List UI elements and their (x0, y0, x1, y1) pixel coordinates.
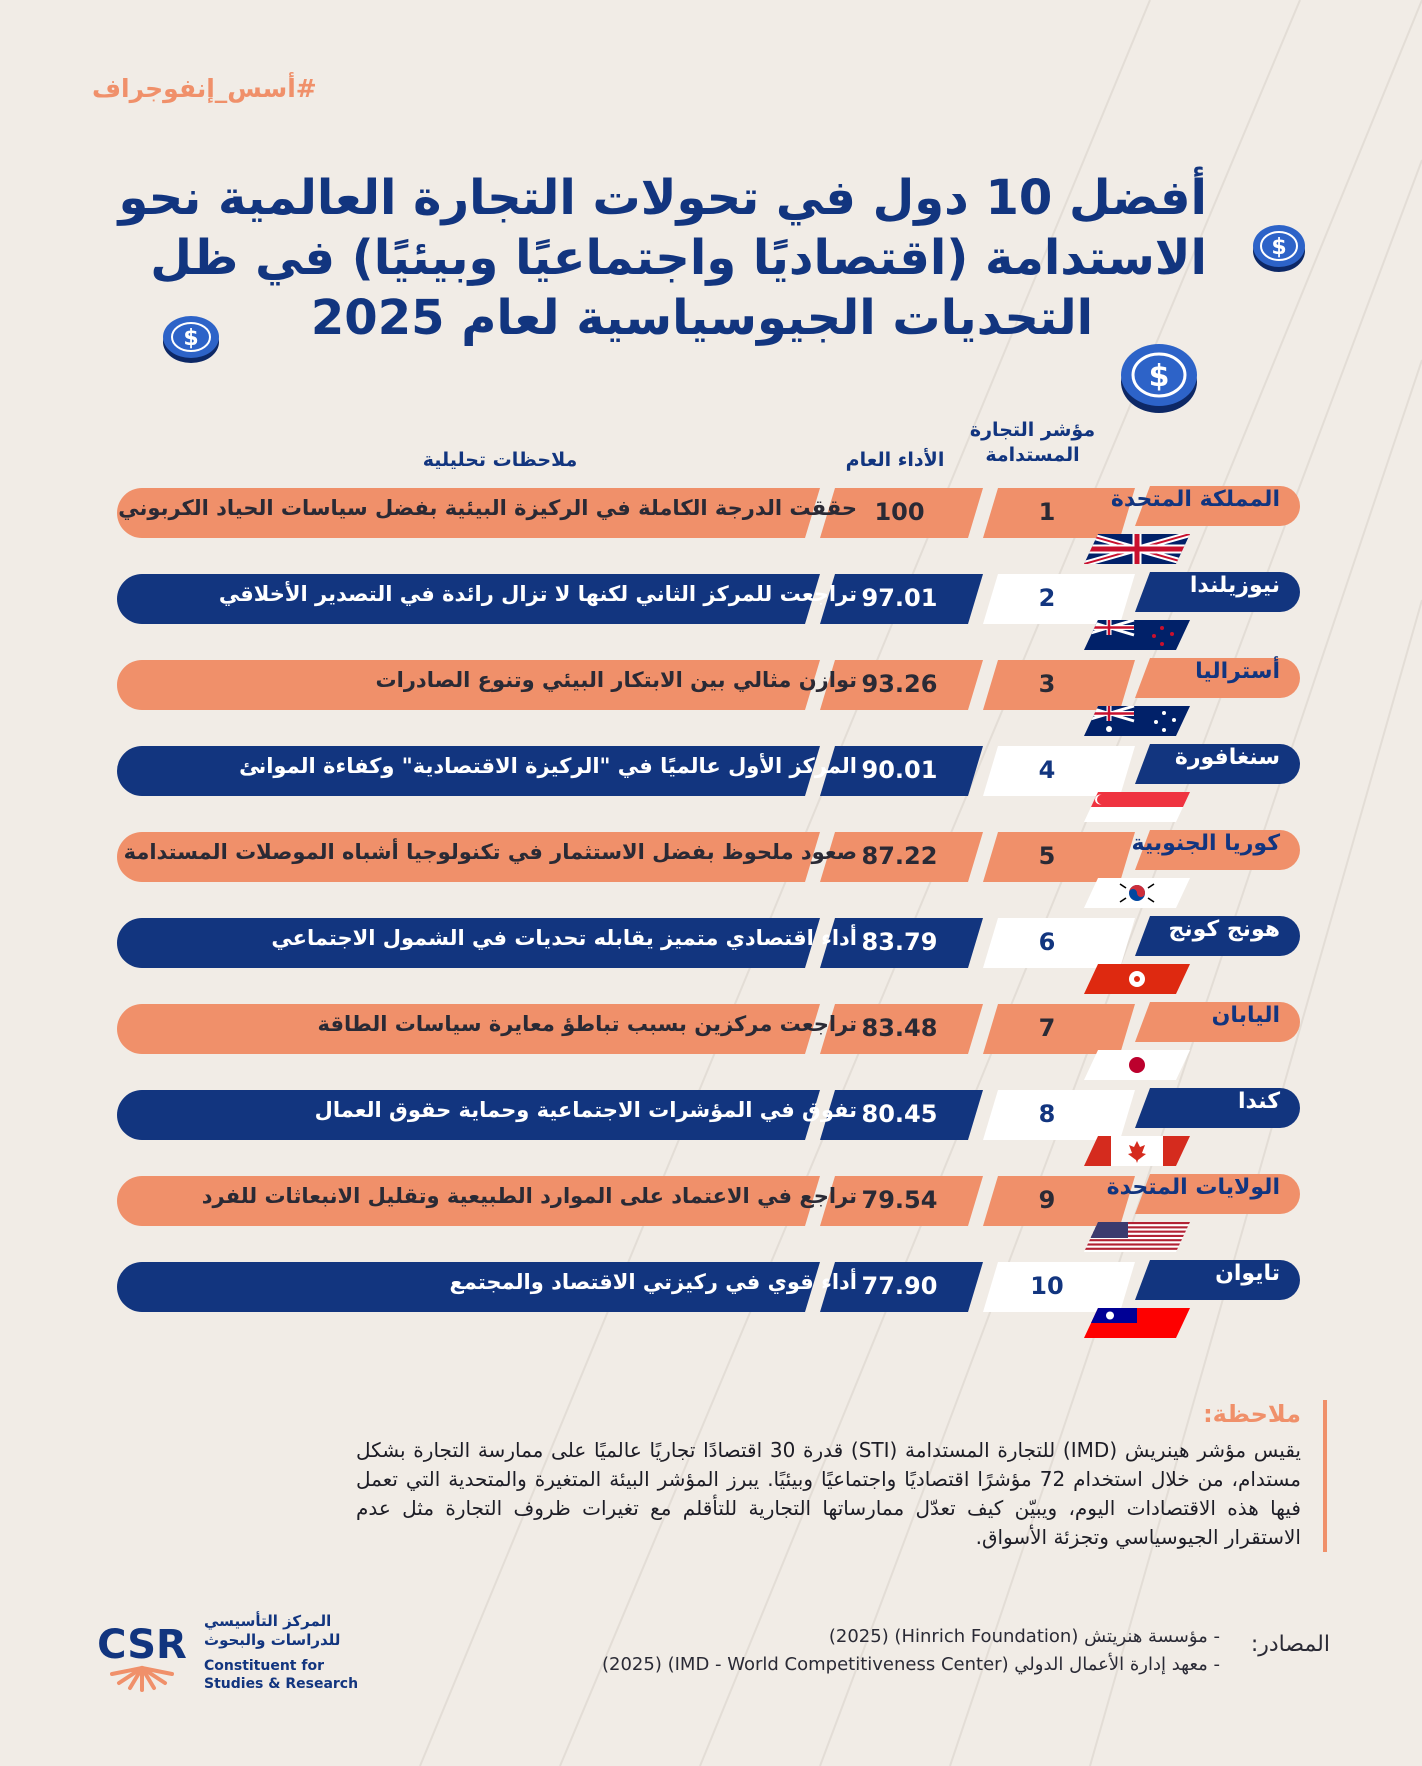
row-country: سنغافورة (1174, 745, 1280, 770)
table-row (117, 914, 1305, 972)
row-note: توازن مثالي بين الابتكار البيئي وتنوع الصادرات (375, 668, 857, 692)
row-score: 93.26 (861, 670, 938, 698)
row-score: 80.45 (861, 1100, 938, 1128)
sources-label: المصادر: (1250, 1632, 1330, 1657)
header-sustainable-trade-index (950, 418, 1115, 468)
svg-text:$: $ (183, 326, 199, 351)
logo-arabic-line2: للدراسات والبحوث (204, 1631, 341, 1649)
row-score: 79.54 (861, 1186, 938, 1214)
logo-arabic-name (204, 1612, 340, 1650)
title-line-1: أفضل 10 دول في تحولات التجارة العالمية نحو (118, 170, 1207, 226)
row-note: المركز الأول عالميًا في "الركيزة الاقتصادية" وكفاءة الموانئ (239, 754, 857, 778)
note-box (356, 1400, 1327, 1552)
row-rank: 10 (1030, 1272, 1064, 1300)
usa-flag-icon (1084, 1222, 1190, 1252)
coin-dollar-icon (1250, 222, 1308, 274)
row-country: تايوان (1215, 1261, 1280, 1286)
canada-flag-icon (1084, 1136, 1190, 1166)
csr-logo (92, 1612, 362, 1694)
row-score: 87.22 (861, 842, 938, 870)
row-rank: 5 (1038, 842, 1056, 870)
row-rank: 2 (1038, 584, 1056, 612)
row-rank: 1 (1038, 498, 1056, 526)
table-row (117, 1086, 1305, 1144)
australia-flag-icon (1084, 706, 1190, 736)
row-score: 83.79 (861, 928, 938, 956)
header-index-line2: المستدامة (985, 444, 1080, 466)
svg-text:$: $ (1148, 359, 1170, 394)
row-note: صعود ملحوظ بفضل الاستثمار في تكنولوجيا أشباه الموصلات المستدامة (123, 840, 857, 864)
svg-text:$: $ (1271, 235, 1287, 260)
row-rank: 6 (1038, 928, 1056, 956)
row-note: تفوق في المؤشرات الاجتماعية وحماية حقوق العمال (314, 1098, 857, 1122)
row-score: 90.01 (861, 756, 938, 784)
south-korea-flag-icon (1084, 878, 1190, 908)
row-score: 83.48 (861, 1014, 938, 1042)
table-row (117, 484, 1305, 542)
table-row (117, 742, 1305, 800)
coin-dollar-icon (160, 312, 222, 366)
logo-english-line2: Studies & Research (204, 1676, 359, 1692)
row-country: اليابان (1211, 1003, 1280, 1028)
row-country: أستراليا (1195, 659, 1280, 684)
note-title: ملاحظة: (1203, 1400, 1301, 1428)
logo-arabic-line1: المركز التأسيسي (204, 1612, 332, 1630)
row-country: كندا (1237, 1089, 1280, 1114)
row-rank: 3 (1038, 670, 1056, 698)
new-zealand-flag-icon (1084, 620, 1190, 650)
row-note: تراجعت للمركز الثاني لكنها لا تزال رائدة في التصدير الأخلاقي (218, 582, 857, 606)
row-country: هونج كونج (1168, 917, 1280, 942)
page-title (118, 168, 1207, 348)
row-country: الولايات المتحدة (1106, 1175, 1280, 1200)
row-note: تراجع في الاعتماد على الموارد الطبيعية وتقليل الانبعاثات للفرد (201, 1184, 857, 1208)
taiwan-flag-icon (1084, 1308, 1190, 1338)
row-country: كوريا الجنوبية (1131, 831, 1280, 856)
logo-english-name (204, 1657, 358, 1693)
row-note: حققت الدرجة الكاملة في الركيزة البيئية بفضل سياسات الحياد الكربوني (118, 496, 857, 520)
coin-dollar-icon (1117, 340, 1201, 416)
row-score: 77.90 (861, 1272, 938, 1300)
header-notes: ملاحظات تحليلية (422, 449, 578, 471)
row-rank: 9 (1038, 1186, 1056, 1214)
japan-flag-icon (1084, 1050, 1190, 1080)
row-country: نيوزيلندا (1189, 573, 1280, 598)
source-item-1: - مؤسسة هنريتش (Hinrich Foundation) (2025) (828, 1626, 1220, 1647)
title-line-3: التحديات الجيوسياسية لعام 2025 (310, 290, 1094, 346)
row-rank: 4 (1038, 756, 1056, 784)
row-note: تراجعت مركزين بسبب تباطؤ معايرة سياسات الطاقة (317, 1012, 857, 1036)
hashtag: #أسس_إنفوجراف (92, 74, 317, 103)
title-line-2: الاستدامة (اقتصاديًا واجتماعيًا وبيئيًا) في ظل (150, 230, 1207, 286)
table-row (117, 1258, 1305, 1316)
csr-logo-mark (92, 1612, 192, 1694)
table-row (117, 570, 1305, 628)
header-index-line1: مؤشر التجارة (969, 419, 1096, 441)
table-row (117, 656, 1305, 714)
source-item-2: - معهد إدارة الأعمال الدولي (IMD - World Competitiveness Center) (2025) (601, 1654, 1220, 1675)
header-overall-score: الأداء العام (845, 449, 945, 471)
csr-logo-text: CSR (97, 1622, 187, 1668)
hong-kong-flag-icon (1084, 964, 1190, 994)
row-country: المملكة المتحدة (1110, 487, 1280, 512)
row-score: 97.01 (861, 584, 938, 612)
singapore-flag-icon (1084, 792, 1190, 822)
logo-english-line1: Constituent for (204, 1658, 324, 1674)
table-row (117, 1000, 1305, 1058)
note-body: يقيس مؤشر هينريش (IMD) للتجارة المستدامة (STI) قدرة 30 اقتصادًا تجاريًا عالميًا على ممارسة التجارة بشكل مستدام، من خلال استخدام 72 مؤشرًا اقتصاديًا واجتماعيًا وبيئيًا. يبرز المؤشر البيئة المتغيرة والمتحدية التي تعمل فيها هذه الاقتصادات اليوم، ويبيّن كيف تعدّل ممارساتها التجارية للتأقلم مع تغيرات ظروف التجارة مثل عدم الاستقرار الجيوسياسي وتجزئة الأسواق. (356, 1438, 1302, 1549)
uk-flag-icon (1084, 534, 1190, 564)
row-score: 100 (874, 498, 925, 526)
row-rank: 8 (1038, 1100, 1056, 1128)
row-note: أداء اقتصادي متميز يقابله تحديات في الشمول الاجتماعي (271, 926, 857, 950)
row-rank: 7 (1038, 1014, 1056, 1042)
row-note: أداء قوي في ركيزتي الاقتصاد والمجتمع (449, 1270, 857, 1294)
table-row (117, 828, 1305, 886)
table-row (117, 1172, 1305, 1230)
